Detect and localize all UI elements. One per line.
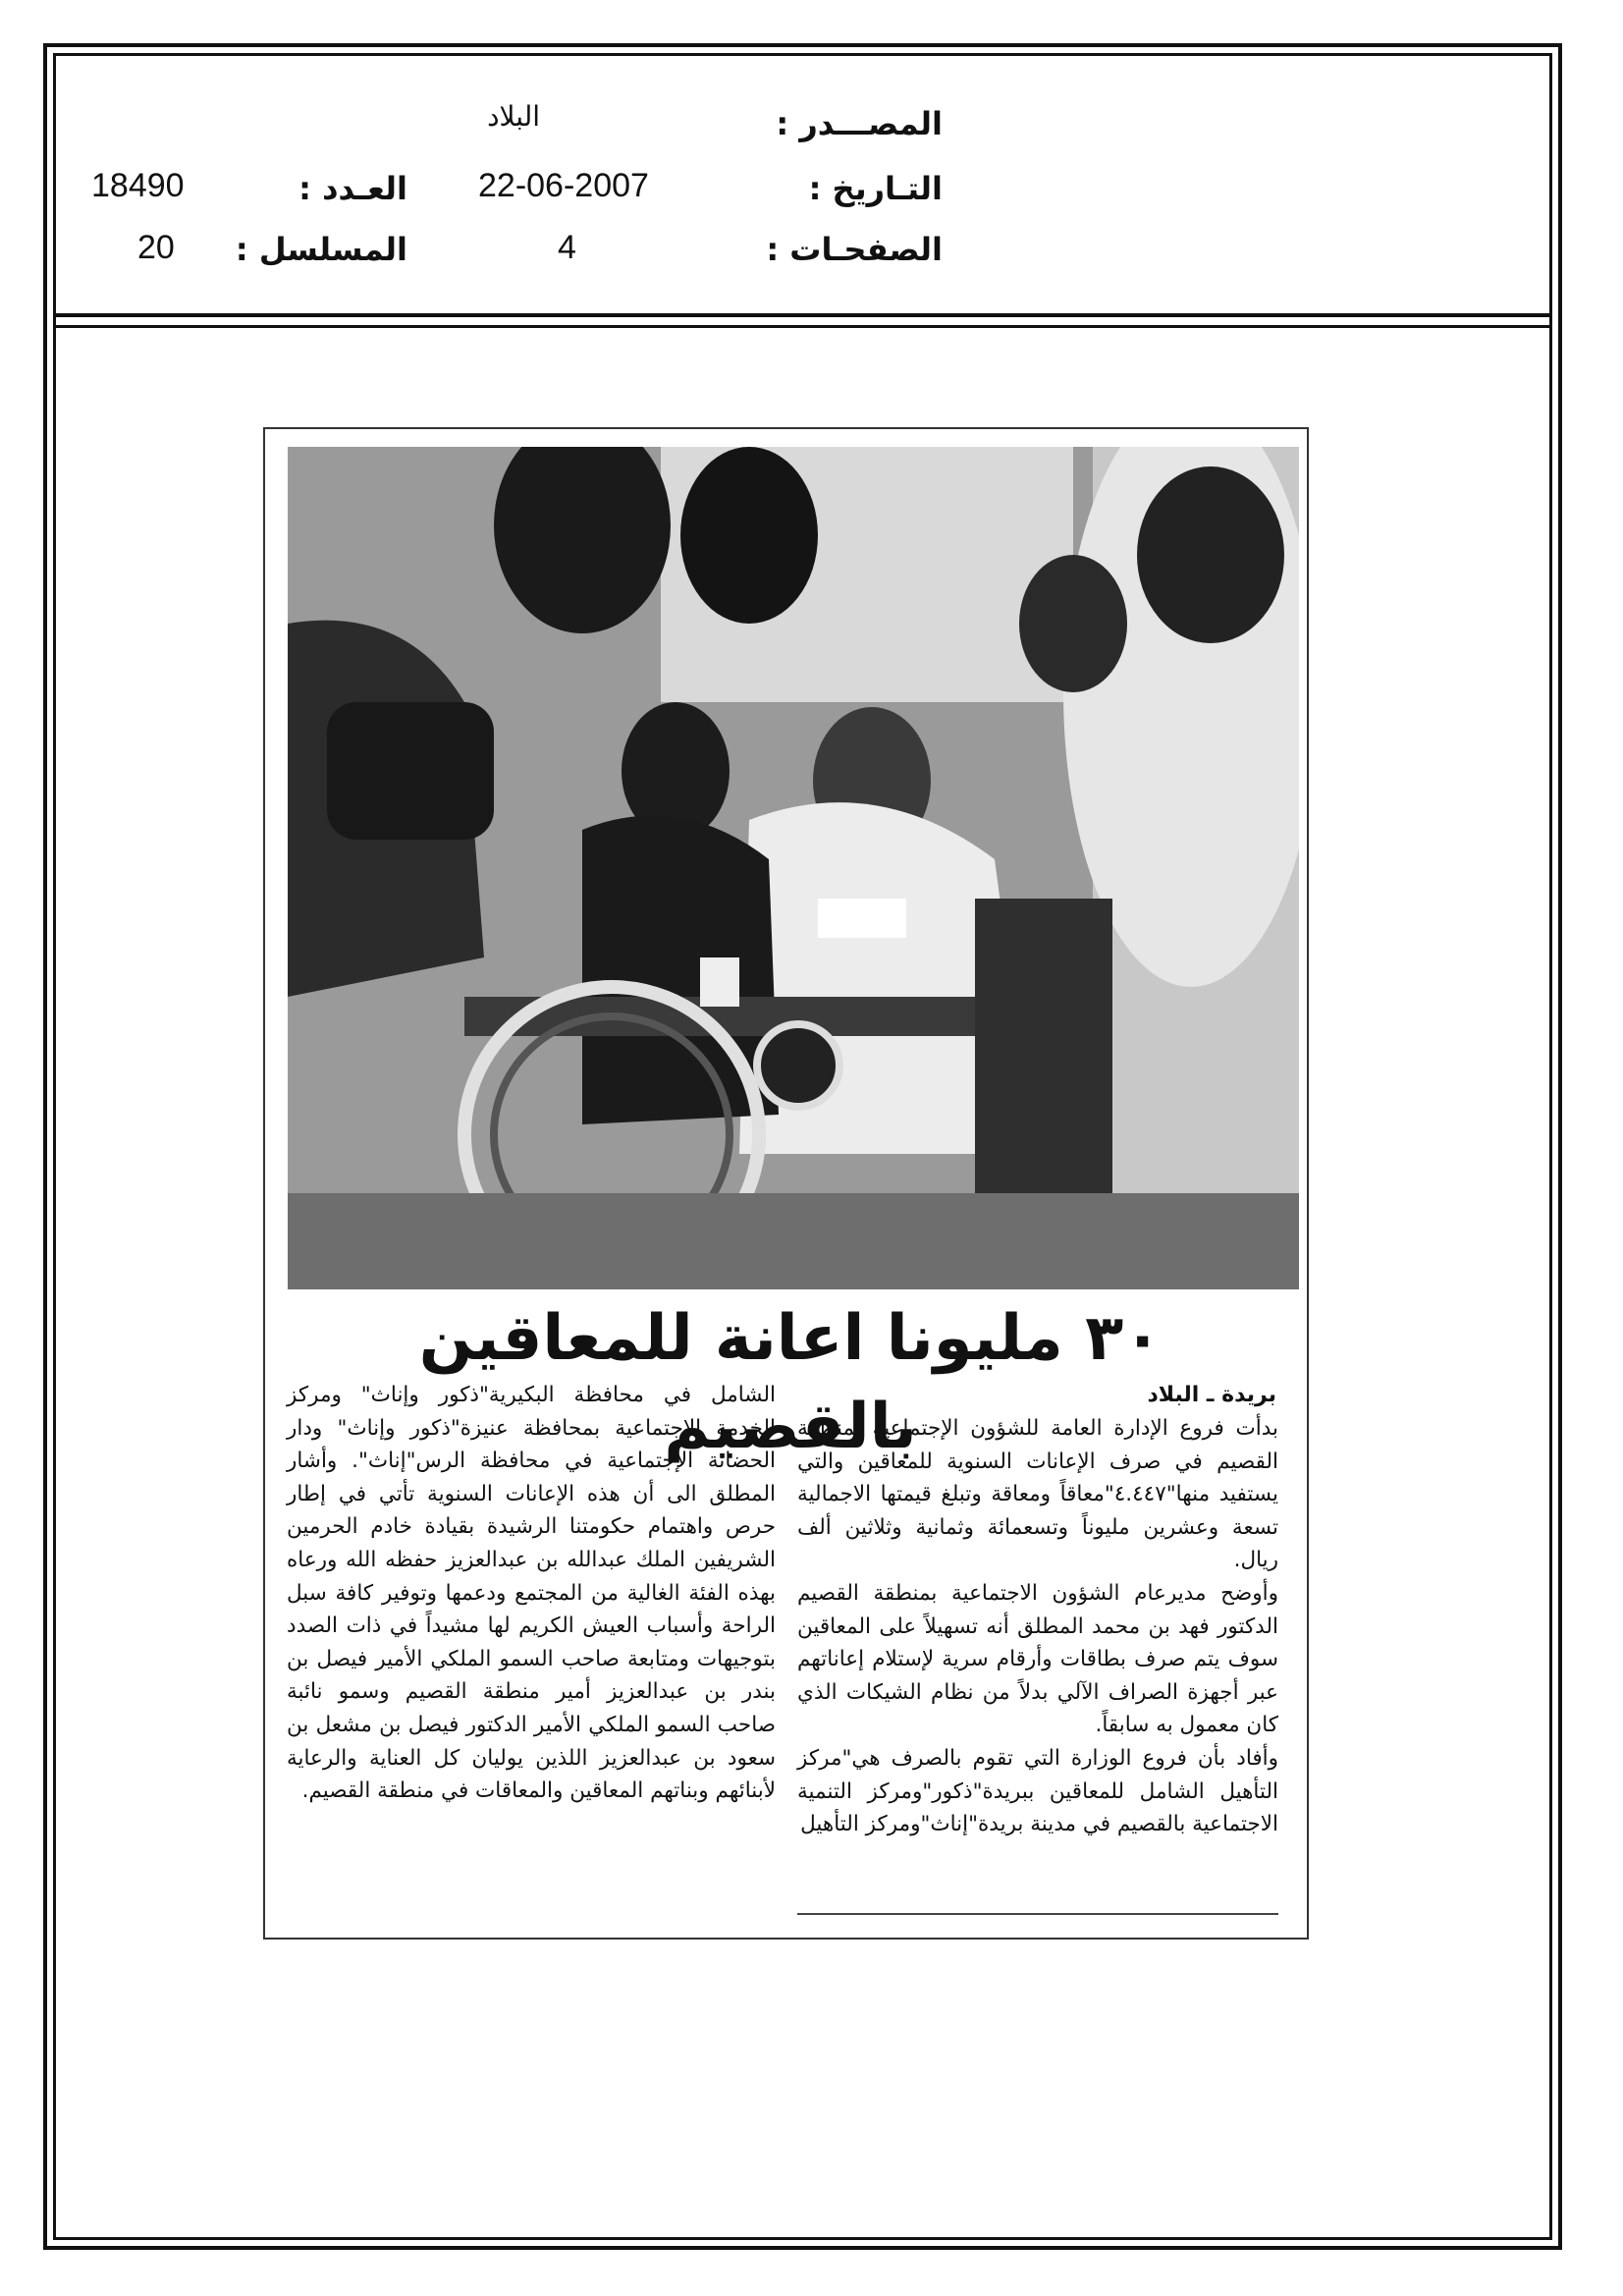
column-bottom-rule <box>797 1913 1278 1915</box>
date-label: التـاريخ : <box>808 170 943 207</box>
article-headline: ٣٠ مليونا اعانة للمعاقين بالقصيم <box>418 1302 1163 1463</box>
article-byline: بريدة ـ البلاد <box>1147 1383 1276 1407</box>
pages-value: 4 <box>558 229 576 266</box>
header-divider <box>53 313 1552 317</box>
source-value: البلاد <box>487 100 540 133</box>
date-value: 22-06-2007 <box>478 167 649 204</box>
article-paragraph: بدأت فروع الإدارة العامة للشؤون الإجتماعية بمنطقة القصيم في صرف الإعانات السنوية للمعاقين والتي يستفيد منها"٤.٤٤٧"معاقاً ومعاقة وتبلغ قيمتها الاجمالية تسعة وعشرين مليوناً وتسعمائة وثمانية وثلاثين ألف ريال. <box>797 1416 1278 1573</box>
photo-image <box>288 447 1299 1289</box>
issue-value: 18490 <box>91 167 185 204</box>
header-divider-secondary <box>53 325 1552 328</box>
source-label: المصـــدر : <box>776 105 943 142</box>
issue-label: العـدد : <box>298 170 407 207</box>
article-column-left <box>287 1379 776 1808</box>
serial-value: 20 <box>137 229 175 266</box>
article-paragraph: وأفاد بأن فروع الوزارة التي تقوم بالصرف هي"مركز التأهيل الشامل للمعاقين ببريدة"ذكور"ومركز التنمية الاجتماعية بالقصيم في مدينة بريدة"إناث"ومركز التأهيل <box>797 1745 1278 1837</box>
pages-label: الصفحـات : <box>766 231 943 268</box>
serial-label: المسلسل : <box>235 231 407 268</box>
article-photo <box>288 447 1299 1289</box>
article-column-right <box>797 1412 1278 1841</box>
article-paragraph: وأوضح مديرعام الشؤون الاجتماعية بمنطقة القصيم الدكتور فهد بن محمد المطلق أنه تسهيلاً على المعاقين سوف يتم صرف بطاقات وأرقام سرية لإستلام إعاناتهم عبر أجهزة الصراف الآلي بدلاً من نظام الشيكات الذي كان معمول به سابقاً. <box>797 1580 1278 1738</box>
article-paragraph: الشامل في محافظة البكيرية"ذكور وإناث" ومركز الخدمة الاجتماعية بمحافظة عنيزة"ذكور وإناث" ودار الحضانة الإجتماعية في محافظة الرس"إناث". وأشار المطلق الى أن هذه الإعانات السنوية تأتي في إطار حرص واهتمام حكومتنا الرشيدة بقيادة خادم الحرمين الشريفين الملك عبدالله بن عبدالعزيز حفظه الله ورعاه بهذه الفئة الغالية من المجتمع ودعمها وتوفير كافة سبل الراحة وأسباب العيش الكريم لها مشيداً في ذات الصدد بتوجيهات ومتابعة صاحب السمو الملكي الأمير فيصل بن بندر بن عبدالعزيز أمير منطقة القصيم وسمو نائبة صاحب السمو الملكي الأمير الدكتور فيصل بن مشعل بن سعود بن عبدالعزيز اللذين يوليان كل العناية والرعاية لأبنائهم وبناتهم المعاقين والمعاقات في منطقة القصيم. <box>287 1383 776 1804</box>
